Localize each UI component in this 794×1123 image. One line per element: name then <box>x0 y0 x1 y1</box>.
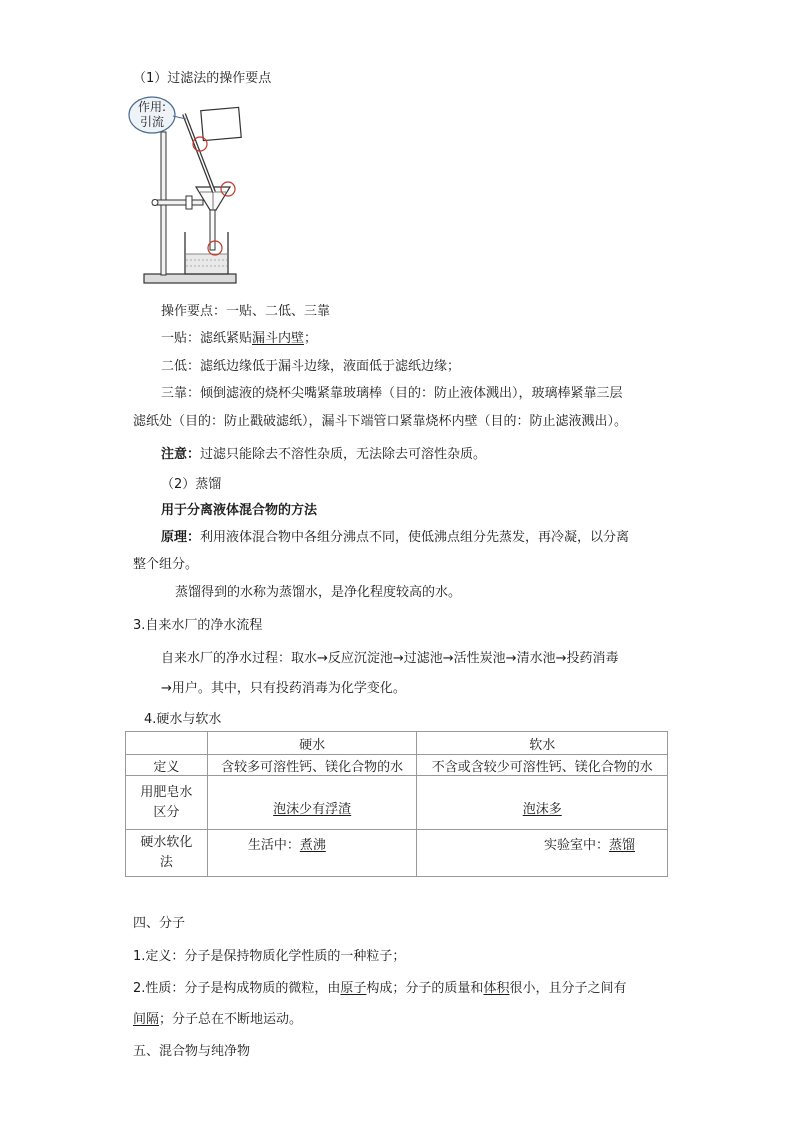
filtration-heading: （1）过滤法的操作要点 <box>133 71 272 86</box>
col-header-soft: 软水 <box>417 732 668 755</box>
stand-base <box>144 274 236 283</box>
principle-label: 原理： <box>161 530 201 545</box>
yitie-prefix: 一贴：滤纸紧贴 <box>161 331 253 346</box>
callout-line2: 引流 <box>139 115 165 129</box>
row-label-definition: 定义 <box>126 755 208 776</box>
sankao-line2: 滤纸处（目的：防止戳破滤纸），漏斗下端管口紧靠烧杯内壁（目的：防止滤液溅出）。 <box>133 414 628 429</box>
soap-hard-cell <box>207 776 417 830</box>
principle-line <box>161 526 629 545</box>
yitie-suffix: ； <box>304 331 318 346</box>
soften-lab-prefix: 实验室中： <box>543 838 609 853</box>
molecule-definition: 1.定义：分子是保持物质化学性质的一种粒子； <box>133 949 406 964</box>
waterworks-heading: 3.自来水厂的净水流程 <box>133 618 263 633</box>
waterworks-line1: 自来水厂的净水过程：取水→反应沉淀池→过滤池→活性炭池→清水池→投药消毒 <box>161 651 619 666</box>
note-text: 过滤只能除去不溶性杂质，无法除去可溶性杂质。 <box>200 447 487 462</box>
soap-hard: 泡沫少有浮渣 <box>273 802 352 817</box>
soften-life-prefix: 生活中： <box>247 838 300 853</box>
row-label-soap-1: 用肥皂水 <box>140 784 193 800</box>
prop-text-c: 很小，且分子之间有 <box>509 981 627 996</box>
hard-soft-table <box>125 731 668 877</box>
prop-underline-atom: 原子 <box>340 981 367 996</box>
note-label: 注意： <box>161 447 201 462</box>
soap-soft-cell <box>417 776 668 830</box>
molecule-heading: 四、分子 <box>133 916 186 931</box>
distilled-water-note: 蒸馏得到的水称为蒸馏水，是净化程度较高的水。 <box>175 585 462 600</box>
row-label-soften <box>126 830 208 877</box>
yitie-line <box>161 327 317 346</box>
prop-underline-volume: 体积 <box>483 981 510 996</box>
soap-soft: 泡沫多 <box>522 802 562 817</box>
def-soft: 不含或含较少可溶性钙、镁化合物的水 <box>417 755 668 776</box>
soften-life: 煮沸 <box>299 838 326 853</box>
distillation-subheading: 用于分离液体混合物的方法 <box>161 503 318 518</box>
molecule-properties-line2 <box>133 1008 302 1027</box>
ring-holder <box>186 196 192 209</box>
soften-lab: 蒸馏 <box>608 838 635 853</box>
clamp-screw <box>152 200 158 206</box>
prop-text-a: 2.性质：分子是构成物质的微粒，由 <box>133 981 341 996</box>
def-hard: 含较多可溶性钙、镁化合物的水 <box>207 755 417 776</box>
prop-underline-gap: 间隔 <box>133 1012 160 1027</box>
callout-line1: 作用: <box>137 100 167 114</box>
erdi-line: 二低：滤纸边缘低于漏斗边缘，液面低于滤纸边缘； <box>161 359 461 374</box>
soften-lab-cell <box>417 830 668 877</box>
soften-life-cell <box>207 830 417 877</box>
sankao-line1: 三靠：倾倒滤液的烧杯尖嘴紧靠玻璃棒（目的：防止液体溅出），玻璃棒紧靠三层 <box>161 386 623 401</box>
mixture-heading: 五、混合物与纯净物 <box>133 1044 251 1059</box>
molecule-properties-line1 <box>133 977 626 996</box>
waterworks-line2: →用户。其中，只有投药消毒为化学变化。 <box>161 681 406 696</box>
clamp-arm <box>153 200 203 205</box>
hard-soft-heading: 4.硬水与软水 <box>144 712 222 727</box>
principle-text: 利用液体混合物中各组分沸点不同，使低沸点组分先蒸发，再冷凝，以分离 <box>200 530 630 545</box>
row-label-soften-2: 法 <box>159 855 173 870</box>
principle-line2: 整个组分。 <box>133 557 199 572</box>
table-corner-cell <box>126 732 208 755</box>
pouring-beaker <box>201 107 241 140</box>
note-line <box>161 443 486 462</box>
filtration-apparatus-diagram <box>128 92 248 290</box>
distillation-heading: （2）蒸馏 <box>161 477 222 492</box>
yitie-underlined: 漏斗内壁 <box>252 331 305 346</box>
prop-text-rest: ；分子总在不断地运动。 <box>159 1012 303 1027</box>
row-label-soften-1: 硬水软化 <box>140 835 193 850</box>
row-label-soap <box>126 776 208 830</box>
col-header-hard: 硬水 <box>207 732 417 755</box>
prop-text-b: 构成；分子的质量和 <box>366 981 484 996</box>
funnel-stem <box>210 210 215 250</box>
row-label-soap-2: 区分 <box>153 804 180 820</box>
key-points: 操作要点：一贴、二低、三靠 <box>161 304 331 319</box>
